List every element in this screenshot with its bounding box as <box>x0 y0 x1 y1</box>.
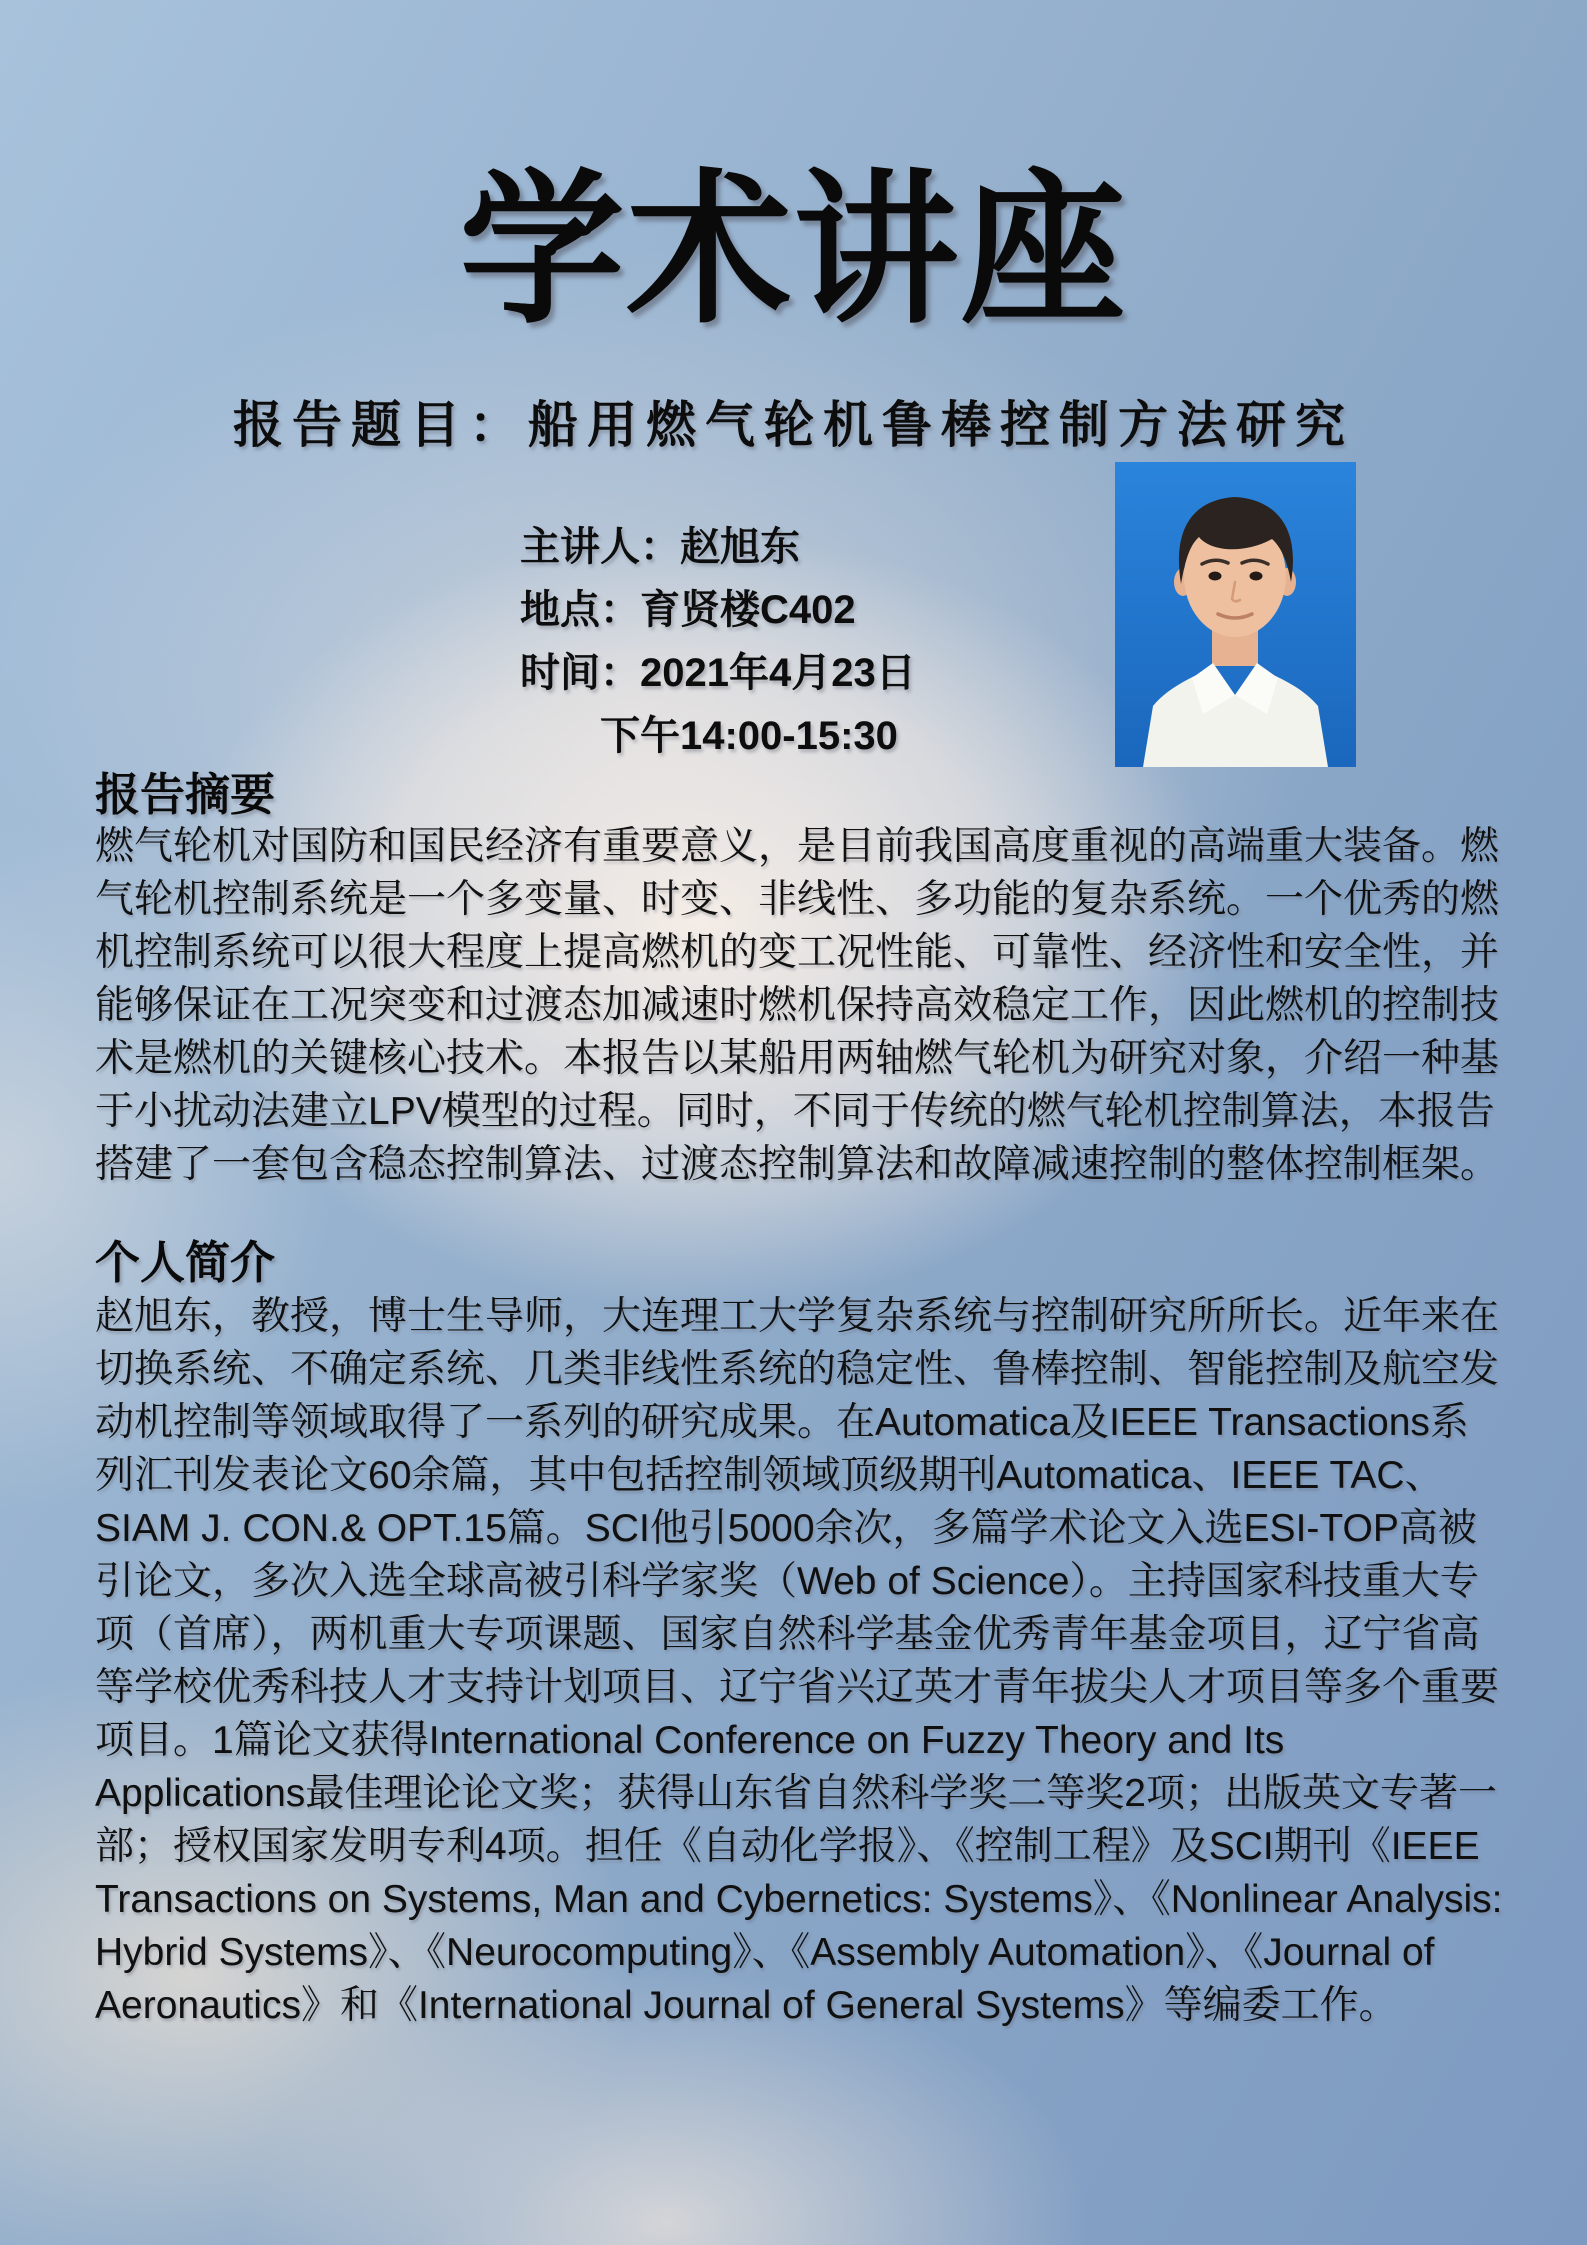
time-line: 下午14:00-15:30 <box>600 714 898 758</box>
date-line: 时间：2021年4月23日 <box>520 651 916 695</box>
bio-heading: 个人简介 <box>95 1237 276 1288</box>
report-title: 报告题目：船用燃气轮机鲁棒控制方法研究 <box>233 397 1354 453</box>
speaker-portrait-illustration <box>1115 462 1356 767</box>
page-title: 学术讲座 <box>459 158 1128 342</box>
speaker-info-block <box>520 516 916 768</box>
bio-body: 赵旭东，教授，博士生导师，大连理工大学复杂系统与控制研究所所长。近年来在切换系统、不确定系统、几类非线性系统的稳定性、鲁棒控制、智能控制及航空发动机控制等领域取得了一系列的研究成果。在Automatica及IEEE Transactions系列汇刊发表论文60余篇，其中包括控制领域顶级期刊Automatica、IEEE TAC、SIAM J. CON.& OPT.15篇。SCI他引5000余次，多篇学术论文入选ESI-TOP高被引论文，多次入选全球高被引科学家奖（Web of Science）。主持国家科技重大专项（首席），两机重大专项课题、国家自然科学基金优秀青年基金项目，辽宁省高等学校优秀科技人才支持计划项目、辽宁省兴辽英才青年拔尖人才项目等多个重要项目。1篇论文获得International Conference on Fuzzy Theory and Its Applications最佳理论论文奖；获得山东省自然科学奖二等奖2项；出版英文专著一部；授权国家发明专利4项。担任《自动化学报》、《控制工程》及SCI期刊《IEEE Transactions on Systems, Man and Cybernetics: Systems》、《Nonlinear Analysis: Hybrid Systems》、《Neurocomputing》、《Assembly Automation》、《Journal of Aeronautics》和《International Journal of General Systems》等编委工作。 <box>95 1295 1503 2027</box>
abstract-heading: 报告摘要 <box>95 769 276 820</box>
speaker-name-line: 主讲人：赵旭东 <box>520 525 800 569</box>
speaker-photo <box>1115 462 1356 767</box>
location-line: 地点：育贤楼C402 <box>520 588 856 632</box>
abstract-body: 燃气轮机对国防和国民经济有重要意义，是目前我国高度重视的高端重大装备。燃气轮机控制系统是一个多变量、时变、非线性、多功能的复杂系统。一个优秀的燃机控制系统可以很大程度上提高燃机的变工况性能、可靠性、经济性和安全性，并能够保证在工况突变和过渡态加减速时燃机保持高效稳定工作，因此燃机的控制技术是燃机的关键核心技术。本报告以某船用两轴燃气轮机为研究对象，介绍一种基于小扰动法建立LPV模型的过程。同时，不同于传统的燃气轮机控制算法，本报告搭建了一套包含稳态控制算法、过渡态控制算法和故障减速控制的整体控制框架。 <box>95 825 1500 1186</box>
